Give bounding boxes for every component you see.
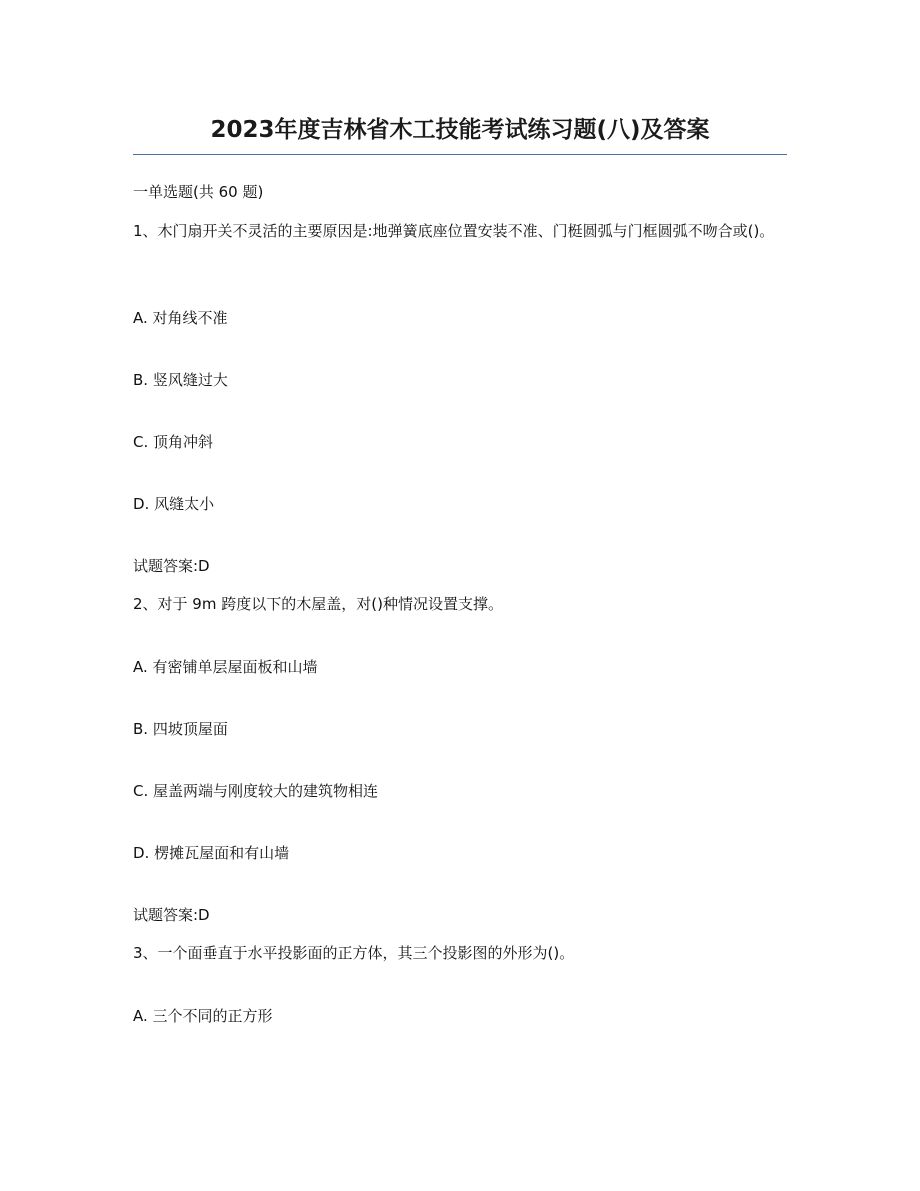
section-heading: 一单选题(共 60 题) — [133, 183, 264, 201]
question-1-text: 1、木门扇开关不灵活的主要原因是:地弹簧底座位置安装不准、门梃圆弧与门框圆弧不吻合或()。 — [133, 222, 775, 240]
question-2-option-a: A. 有密铺单层屋面板和山墙 — [133, 658, 318, 676]
question-1-option-a: A. 对角线不准 — [133, 309, 228, 327]
question-1-answer: 试题答案:D — [133, 557, 210, 575]
question-2-text: 2、对于 9m 跨度以下的木屋盖，对()种情况设置支撑。 — [133, 595, 503, 613]
title-divider — [133, 154, 787, 155]
document-title: 2023年度吉林省木工技能考试练习题(八)及答案 — [210, 117, 710, 143]
question-3-text: 3、一个面垂直于水平投影面的正方体，其三个投影图的外形为()。 — [133, 944, 575, 962]
question-3-option-a: A. 三个不同的正方形 — [133, 1007, 273, 1025]
question-2-option-c: C. 屋盖两端与刚度较大的建筑物相连 — [133, 782, 379, 800]
question-1-option-b: B. 竖风缝过大 — [133, 371, 228, 389]
question-2-option-d: D. 楞摊瓦屋面和有山墙 — [133, 844, 290, 862]
question-2-answer: 试题答案:D — [133, 906, 210, 924]
question-1-option-c: C. 顶角冲斜 — [133, 433, 214, 451]
question-2-option-b: B. 四坡顶屋面 — [133, 720, 228, 738]
question-1-option-d: D. 风缝太小 — [133, 495, 215, 513]
